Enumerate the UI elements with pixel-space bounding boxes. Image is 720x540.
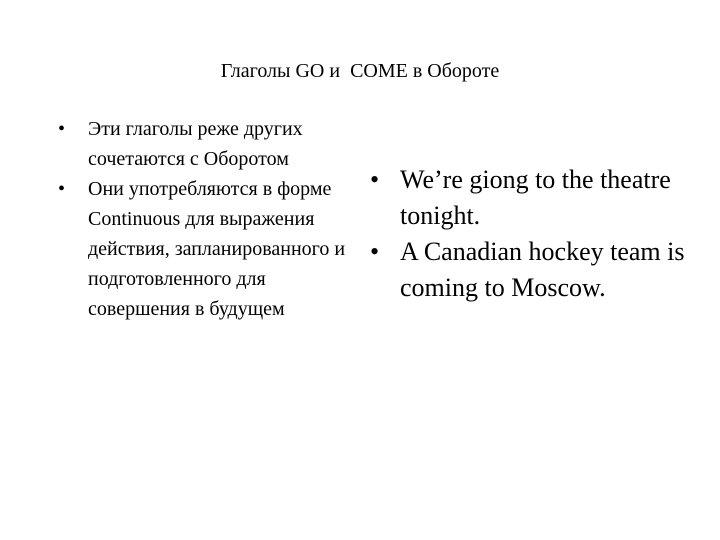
left-bullet-text-2: Они употребляются в форме Continuous для выражения действия, запланированного и подготовленного для совершения в будущем (88, 178, 346, 320)
bullet-icon: • (58, 178, 66, 200)
left-bullet-text-1: Эти глаголы реже других сочетаются с Оборотом (88, 118, 303, 170)
slide-title: Глаголы GO и COME в Обороте (220, 60, 500, 82)
left-bullet-list (58, 114, 358, 324)
right-bullet-text-1: We’re giong to the theatre tonight. (400, 165, 671, 230)
bullet-icon: • (370, 237, 380, 266)
right-bullet-text-2: A Canadian hockey team is coming to Moscow. (400, 237, 685, 302)
bullet-icon: • (58, 118, 66, 140)
left-bullet-item-2 (58, 174, 358, 324)
left-bullet-item-1 (58, 114, 358, 174)
right-bullet-list (370, 162, 700, 306)
right-bullet-item-2 (370, 234, 700, 306)
bullet-icon: • (370, 165, 380, 194)
right-bullet-item-1 (370, 162, 700, 234)
